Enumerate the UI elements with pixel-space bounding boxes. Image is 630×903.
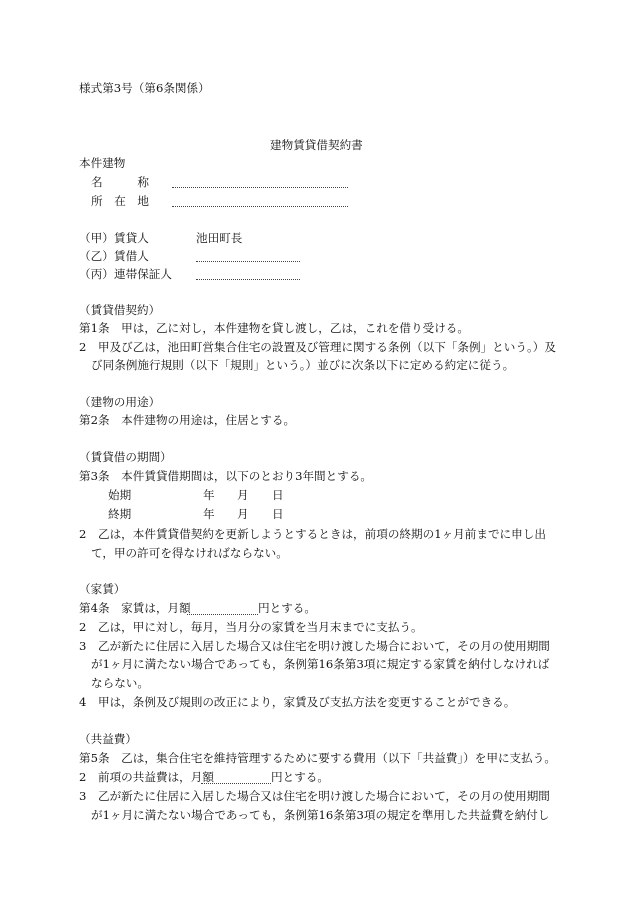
- common-fee-amount-blank: [201, 783, 271, 784]
- property-location-blank: [172, 206, 348, 207]
- article3-line3: て，甲の許可を得なければならない。: [91, 546, 288, 560]
- property-name-blank: [172, 187, 348, 188]
- term-end-year: 年: [203, 507, 215, 521]
- article4-line6: 4 甲は，条例及び規則の改正により，家賃及び支払方法を変更することができる。: [79, 695, 516, 709]
- article5-line2-pre: 2 前項の共益費は，月額: [79, 770, 214, 784]
- rent-amount-blank: [187, 614, 258, 615]
- article3-line1: 第3条 本件賃貸借期間は，以下のとおり3年間とする。: [79, 469, 373, 483]
- article1-line3: び同条例施行規則（以下「規則」という。）並びに次条以下に定める約定に従う。: [91, 358, 515, 372]
- guarantor-tag: （丙）: [79, 267, 114, 281]
- lessee-tag: （乙）: [79, 249, 114, 263]
- lessor-tag: （甲）: [79, 231, 114, 245]
- article4-line1-post: 円とする。: [258, 601, 316, 615]
- article5-line4: が1ヶ月に満たない場合であっても，条例第16条第3項の規定を準用した共益費を納付し: [91, 808, 550, 822]
- article4-line5: ならない。: [91, 676, 149, 690]
- article1-line1: 第1条 甲は，乙に対し，本件建物を貸し渡し，乙は，これを借り受ける。: [79, 321, 469, 335]
- guarantor-blank: [196, 279, 300, 280]
- article2-heading: （建物の用途）: [79, 395, 161, 409]
- term-start-year: 年: [203, 488, 215, 502]
- lessee-blank: [196, 261, 300, 262]
- article5-line1: 第5条 乙は，集合住宅を維持管理するために要する費用（以下「共益費」）を甲に支払う。: [79, 751, 556, 765]
- article2-line1: 第2条 本件建物の用途は，住居とする。: [79, 413, 296, 427]
- lessor-label: 賃貸人: [114, 231, 149, 245]
- property-name-label: 名 称: [91, 175, 149, 189]
- article1-heading: （賃貸借契約）: [79, 303, 161, 317]
- lessor-value: 池田町長: [196, 231, 243, 245]
- article3-line2: 2 乙は，本件賃貸借契約を更新しようとするときは，前項の終期の1ヶ月前までに申し出: [79, 527, 546, 541]
- article4-line2: 2 乙は，甲に対し，毎月，当月分の家賃を当月末までに支払う。: [79, 620, 423, 634]
- term-start-month: 月: [237, 488, 249, 502]
- term-end-label: 終期: [108, 507, 132, 521]
- form-number: 様式第3号（第6条関係）: [79, 81, 210, 95]
- article4-line1-pre: 第4条 家賃は，月額: [79, 601, 191, 615]
- article3-heading: （賃貸借の期間）: [79, 450, 172, 464]
- article4-line4: が1ヶ月に満たない場合であっても，条例第16条第3項に規定する家賃を納付しなければ: [91, 657, 550, 671]
- term-end-month: 月: [237, 507, 249, 521]
- term-start-label: 始期: [108, 488, 132, 502]
- document-title: 建物賃貸借契約書: [270, 138, 363, 152]
- lessee-label: 賃借人: [114, 249, 149, 263]
- article4-line3: 3 乙が新たに住居に入居した場合又は住宅を明け渡した場合において，その月の使用期間: [79, 639, 550, 653]
- guarantor-label: 連帯保証人: [114, 267, 172, 281]
- article5-heading: （共益費）: [79, 732, 137, 746]
- property-heading: 本件建物: [79, 156, 126, 170]
- property-location-label: 所 在 地: [91, 194, 149, 208]
- article1-line2: 2 甲及び乙は，池田町営集合住宅の設置及び管理に関する条例（以下「条例」という。）及: [79, 340, 556, 354]
- term-end-day: 日: [272, 507, 284, 521]
- article5-line2-post: 円とする。: [271, 770, 329, 784]
- term-start-day: 日: [272, 488, 284, 502]
- article5-line3: 3 乙が新たに住居に入居した場合又は住宅を明け渡した場合において，その月の使用期間: [79, 789, 550, 803]
- article4-heading: （家賃）: [79, 582, 126, 596]
